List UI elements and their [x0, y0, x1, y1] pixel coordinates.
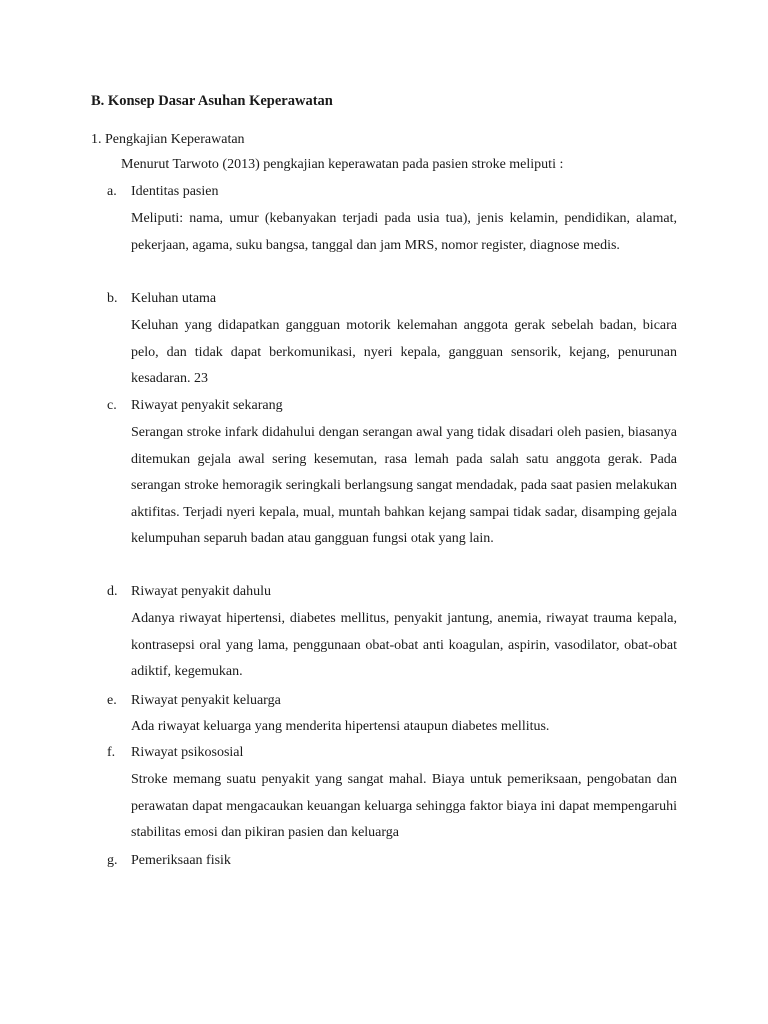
list-marker-d: d. — [107, 584, 118, 599]
intro-text: Menurut Tarwoto (2013) pengkajian keperawatan pada pasien stroke meliputi : — [121, 157, 564, 172]
list-marker-b: b. — [107, 291, 118, 306]
item-body-keluhan: Keluhan yang didapatkan gangguan motorik kelemahan anggota gerak sebelah badan, bicara pelo, dan tidak dapat berkomunikasi, nyeri kepala, gangguan sensorik, kejang, penurunan kesadaran. 23 — [131, 318, 677, 386]
item-body-riwayat-keluarga: Ada riwayat keluarga yang menderita hipertensi ataupun diabetes mellitus. — [131, 719, 550, 734]
item-body-riwayat-dahulu: Adanya riwayat hipertensi, diabetes mellitus, penyakit jantung, anemia, riwayat trauma kepala, kontrasepsi oral yang lama, penggunaan obat-obat anti koagulan, aspirin, vasodilator, obat-obat adiktif, kegemukan. — [131, 611, 677, 679]
item-title-riwayat-keluarga: Riwayat penyakit keluarga — [131, 693, 281, 708]
subsection-title: Pengkajian Keperawatan — [105, 132, 245, 147]
list-marker-c: c. — [107, 398, 117, 413]
item-body-riwayat-sekarang: Serangan stroke infark didahului dengan serangan awal yang tidak disadari oleh pasien, biasanya ditemukan gejala awal sering kesemutan, rasa lemah pada salah satu anggota gerak. Pada serangan stroke hemoragik seringkali berlangsung sangat mendadak, pada saat pasien melakukan aktifitas. Terjadi nyeri kepala, mual, muntah bahkan kejang sampai tidak sadar, disamping gejala kelumpuhan separuh badan atau gangguan fungsi otak yang lain. — [131, 425, 677, 546]
item-body-identitas: Meliputi: nama, umur (kebanyakan terjadi pada usia tua), jenis kelamin, pendidikan, alamat, pekerjaan, agama, suku bangsa, tanggal dan jam MRS, nomor register, diagnose medis. — [131, 211, 677, 253]
item-title-identitas: Identitas pasien — [131, 184, 219, 199]
subsection-number: 1. — [91, 132, 102, 147]
section-heading: B. Konsep Dasar Asuhan Keperawatan — [91, 93, 333, 109]
item-title-pemeriksaan-fisik: Pemeriksaan fisik — [131, 853, 231, 868]
item-title-riwayat-sekarang: Riwayat penyakit sekarang — [131, 398, 283, 413]
list-marker-a: a. — [107, 184, 117, 199]
list-marker-g: g. — [107, 853, 118, 868]
item-title-psikososial: Riwayat psikososial — [131, 745, 244, 760]
item-title-keluhan: Keluhan utama — [131, 291, 217, 306]
list-marker-e: e. — [107, 693, 117, 708]
item-title-riwayat-dahulu: Riwayat penyakit dahulu — [131, 584, 271, 599]
list-marker-f: f. — [107, 745, 116, 760]
item-body-psikososial: Stroke memang suatu penyakit yang sangat mahal. Biaya untuk pemeriksaan, pengobatan dan perawatan dapat mengacaukan keuangan keluarga sehingga faktor biaya ini dapat mempengaruhi stabilitas emosi dan pikiran pasien dan keluarga — [131, 772, 677, 840]
